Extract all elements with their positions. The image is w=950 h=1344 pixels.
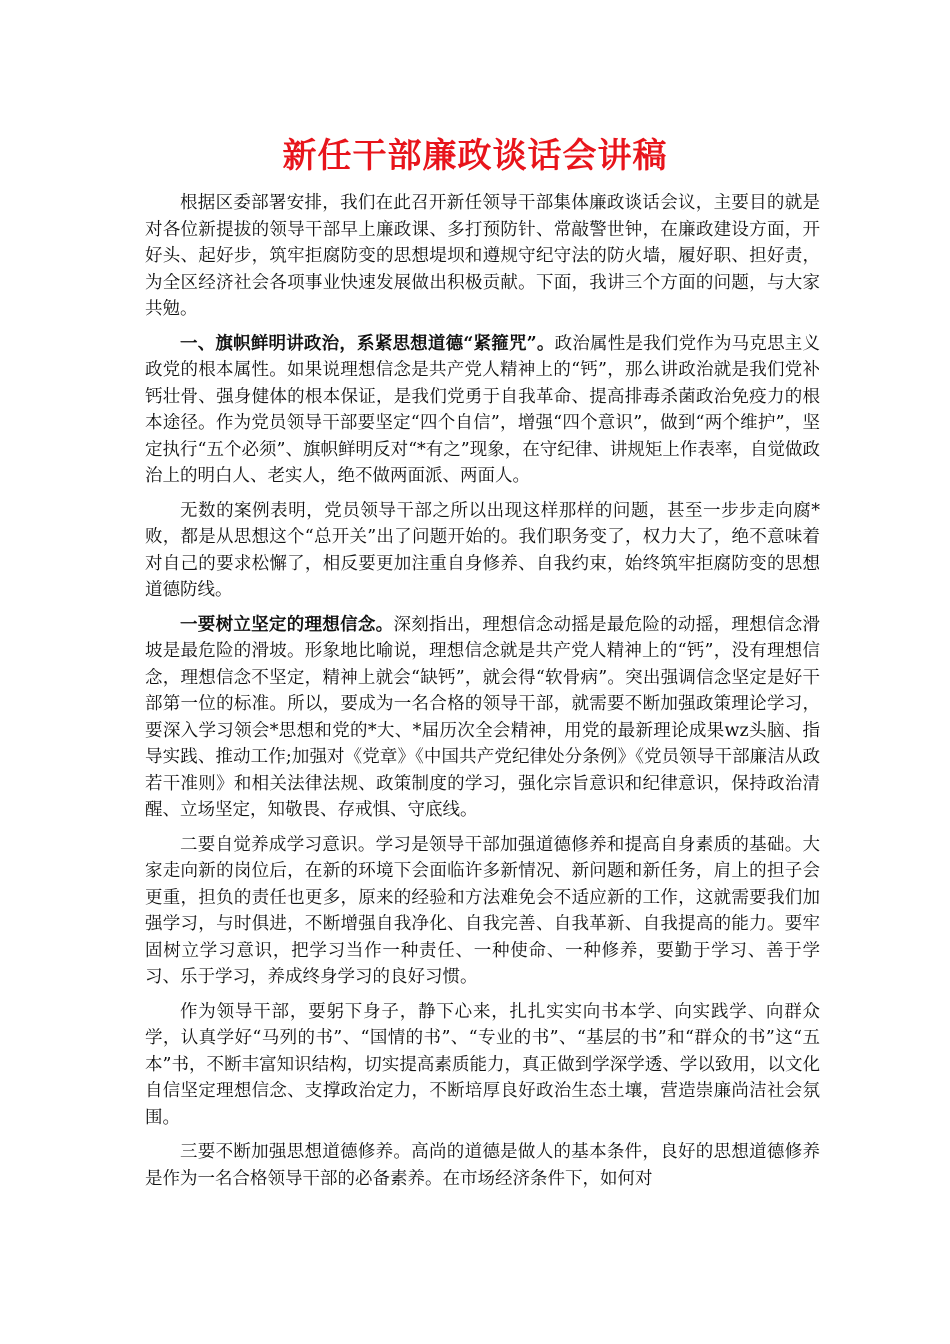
paragraph [145, 498, 820, 604]
paragraph-text: 三要不断加强思想道德修养。高尚的道德是做人的基本条件，良好的思想道德修养是作为一名合格领导干部的必备素养。在市场经济条件下，如何对 [145, 1142, 820, 1189]
paragraph-text: 根据区委部署安排，我们在此召开新任领导干部集体廉政谈话会议，主要目的就是对各位新提拔的领导干部早上廉政课、多打预防针、常敲警世钟，在廉政建设方面，开好头、起好步，筑牢拒腐防变的思想堤坝和遵规守纪守法的防火墙，履好职、担好责，为全区经济社会各项事业快速发展做出积极贡献。下面，我讲三个方面的问题，与大家共勉。 [145, 193, 820, 319]
paragraph-text: 政治属性是我们党作为马克思主义政党的根本属性。如果说理想信念是共产党人精神上的“钙”，那么讲政治就是我们党补钙壮骨、强身健体的根本保证，是我们党勇于自我革命、提高排毒杀菌政治免疫力的根本途径。作为党员领导干部要坚定“四个自信”，增强“四个意识”，做到“两个维护”，坚定执行“五个必须”、旗帜鲜明反对“*有之”现象，在守纪律、讲规矩上作表率，自觉做政治上的明白人、老实人，绝不做两面派、两面人。 [145, 333, 821, 486]
paragraph-text: 深刻指出，理想信念动摇是最危险的动摇，理想信念滑坡是最危险的滑坡。形象地比喻说，理想信念就是共产党人精神上的“钙”，没有理想信念，理想信念不坚定，精神上就会“缺钙”，就会得“软骨病”。突出强调信念坚定是好干部第一位的标准。所以，要成为一名合格的领导干部，就需要不断加强政策理论学习，要深入学习领会*思想和党的*大、*届历次全会精神，用党的最新理论成果wz头脑、指导实践、推动工作;加强对《党章》《中国共产党纪律处分条例》《党员领导干部廉洁从政若干准则》和相关法律法规、政策制度的学习，强化宗旨意识和纪律意识，保持政治清醒、立场坚定，知敬畏、存戒惧、守底线。 [145, 614, 821, 820]
paragraph [145, 832, 820, 991]
paragraph-text: 无数的案例表明，党员领导干部之所以出现这样那样的问题，甚至一步步走向腐*败，都是从思想这个“总开关”出了问题开始的。我们职务变了，权力大了，绝不意味着对自己的要求松懈了，相反要更加注重自身修养、自我约束，始终筑牢拒腐防变的思想道德防线。 [145, 500, 820, 600]
paragraph-text: 作为领导干部，要躬下身子，静下心来，扎扎实实向书本学、向实践学、向群众学，认真学好“马列的书”、“国情的书”、“专业的书”、“基层的书”和“群众的书”这“五本”书，不断丰富知识结构，切实提高素质能力，真正做到学深学透、学以致用，以文化自信坚定理想信念、支撑政治定力，不断培厚良好政治生态土壤，营造崇廉尚洁社会氛围。 [145, 1001, 820, 1128]
document-title: 新任干部廉政谈话会讲稿 [282, 136, 668, 176]
paragraph-lead: 一、旗帜鲜明讲政治，系紧思想道德“紧箍咒”。 [180, 333, 555, 354]
paragraph [145, 1139, 820, 1192]
paragraph-lead: 一要树立坚定的理想信念。 [180, 614, 394, 635]
paragraph [145, 999, 820, 1132]
paragraph [145, 331, 820, 490]
paragraph [145, 612, 820, 824]
document-body [145, 190, 820, 1200]
paragraph-text: 二要自觉养成学习意识。学习是领导干部加强道德修养和提高自身素质的基础。大家走向新的岗位后，在新的环境下会面临许多新情况、新问题和新任务，肩上的担子会更重，担负的责任也更多，原来的经验和方法难免会不适应新的工作，这就需要我们加强学习，与时俱进，不断增强自我净化、自我完善、自我革新、自我提高的能力。要牢固树立学习意识，把学习当作一种责任、一种使命、一种修养，要勤于学习、善于学习、乐于学习，养成终身学习的良好习惯。 [145, 834, 820, 987]
paragraph [145, 190, 820, 323]
